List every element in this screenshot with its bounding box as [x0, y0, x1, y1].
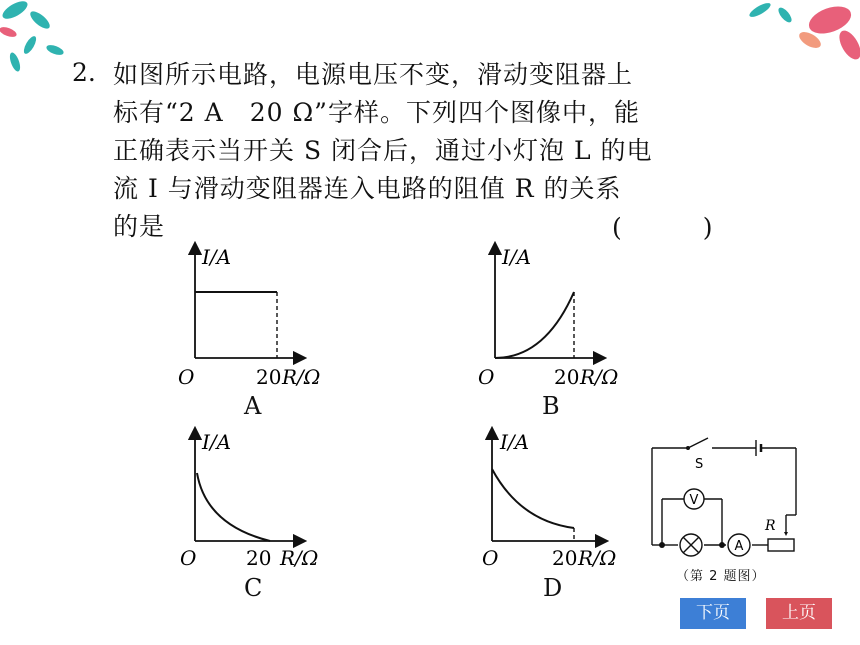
- question-line-2: 标有“2 A 20 Ω”字样。下列四个图像中，能: [113, 98, 640, 127]
- graph-a-origin: O: [178, 365, 195, 389]
- graph-a: [170, 240, 350, 400]
- graph-c: [170, 425, 350, 585]
- graph-d-origin: O: [482, 546, 499, 570]
- circuit-caption: （第 2 题图）: [676, 569, 766, 584]
- rheostat-label: R: [765, 518, 776, 534]
- question-number: 2.: [72, 58, 96, 87]
- graph-a-tick: 20: [256, 365, 282, 389]
- switch-icon: [688, 438, 708, 448]
- graph-d-x-label: R/Ω: [578, 546, 617, 570]
- graph-d: [470, 425, 650, 585]
- answer-paren: ( ): [612, 213, 741, 242]
- graph-b-origin: O: [478, 365, 495, 389]
- question-line-4: 流 I 与滑动变阻器连入电路的阻值 R 的关系: [113, 174, 622, 203]
- graph-c-origin: O: [180, 546, 197, 570]
- switch-pivot: [686, 446, 690, 450]
- graph-b-tick: 20: [554, 365, 580, 389]
- ammeter-label: A: [734, 539, 744, 554]
- graph-c-y-label: I/A: [202, 430, 232, 454]
- circuit-diagram: [640, 430, 810, 565]
- graph-a-x-label: R/Ω: [282, 365, 321, 389]
- choice-label-a: A: [244, 392, 262, 420]
- graph-d-curve: [492, 469, 574, 528]
- rheostat-icon: [768, 539, 794, 551]
- graph-d-tick: 20: [552, 546, 578, 570]
- question-line-3: 正确表示当开关 S 闭合后，通过小灯泡 L 的电: [113, 136, 653, 165]
- graph-b-curve: [495, 292, 574, 358]
- graph-c-x-label: R/Ω: [280, 546, 319, 570]
- junction-dot-left: [659, 542, 665, 548]
- graph-c-tick: 20: [246, 546, 272, 570]
- junction-dot-right: [719, 542, 725, 548]
- question-line-1: 如图所示电路，电源电压不变，滑动变阻器上: [113, 60, 634, 89]
- voltmeter-label: V: [689, 493, 699, 508]
- leaf-decoration-right: [730, 0, 860, 70]
- graph-b: [470, 240, 650, 400]
- choice-label-b: B: [542, 392, 560, 420]
- prev-page-button[interactable]: 上页: [766, 598, 832, 629]
- question-line-5: 的是: [113, 212, 166, 241]
- graph-a-y-label: I/A: [202, 245, 232, 269]
- choice-label-d: D: [543, 574, 563, 602]
- graph-c-curve: [197, 473, 270, 541]
- choice-label-c: C: [244, 574, 263, 602]
- graph-d-y-label: I/A: [500, 430, 530, 454]
- graph-b-x-label: R/Ω: [580, 365, 619, 389]
- switch-label: S: [695, 457, 704, 472]
- graph-b-y-label: I/A: [502, 245, 532, 269]
- next-page-button[interactable]: 下页: [680, 598, 746, 629]
